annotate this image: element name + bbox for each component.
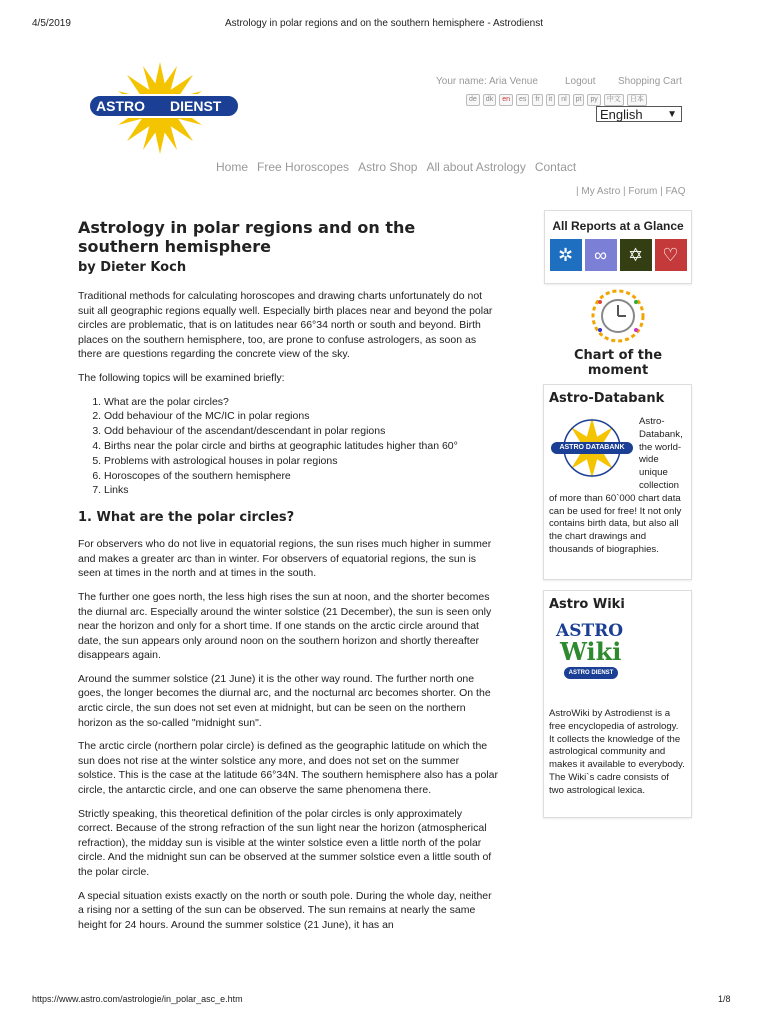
lang-fr[interactable]: fr (532, 94, 542, 106)
nav-home[interactable]: Home (216, 160, 249, 174)
astro-databank-logo[interactable] (549, 416, 635, 480)
article-author: by Dieter Koch (78, 260, 187, 275)
astro-wiki-box (543, 590, 692, 818)
topics-intro: The following topics will be examined briefly: (78, 371, 285, 384)
paragraph: A special situation exists exactly on the north or south pole. During the whole day, neither a rising nor a setting of the sun can be observed. The sun remains at nearly the same height for 24 hours. Around the summer solstice (21 June), it has an (78, 889, 492, 931)
lang-zh[interactable]: 中文 (604, 94, 624, 106)
print-page-number: 1/8 (718, 994, 731, 1004)
wiki-logo-top: ASTRO (556, 621, 624, 641)
topic-item[interactable]: 4. Births near the polar circle and births at geographic latitudes higher than 60° (104, 439, 498, 454)
relationship-report-icon[interactable]: ∞ (585, 239, 617, 271)
print-title: Astrology in polar regions and on the southern hemisphere - Astrodienst (225, 18, 543, 29)
article-title: Astrology in polar regions and on the southern hemisphere (78, 218, 416, 256)
language-chips (466, 94, 647, 106)
paragraph: The arctic circle (northern polar circle) is defined as the geographic latitude on which the sun does not rise at the winter solstice any more, and does not set on the summer solstice. This is the case at the latitude 66°34N. The southern hemisphere also has a polar circle, the antarctic circle, and one can observe the same phenomena there. (78, 740, 498, 797)
print-url: https://www.astro.com/astrologie/in_polar_asc_e.htm (32, 994, 243, 1004)
star-report-icon[interactable]: ✡ (620, 239, 652, 271)
topic-item[interactable]: 7. Links (104, 483, 498, 498)
astrodienst-logo[interactable] (86, 62, 242, 154)
lang-de[interactable]: de (466, 94, 480, 106)
astro-databank-text (549, 416, 686, 557)
print-date: 4/5/2019 (32, 18, 71, 29)
astro-databank-badge: ASTRO DATABANK (559, 444, 625, 451)
reports-box (544, 210, 692, 284)
language-select[interactable] (596, 106, 682, 122)
lang-dk[interactable]: dk (483, 94, 496, 106)
lang-it[interactable]: it (546, 94, 556, 106)
paragraph: Around the summer solstice (21 June) it is the other way round. The further north one goes, the longer becomes the diurnal arc, and the nocturnal arc becomes shorter. On the arctic circle, the sun does not set even at midnight, but can be seen on the northern horizon as the so-called "midnight sun". (78, 672, 491, 729)
lang-es[interactable]: es (516, 94, 529, 106)
wiki-logo-badge: ASTRO DIENST (564, 667, 618, 679)
nav-all-about-astrology[interactable]: All about Astrology (426, 160, 526, 174)
wheel-report-icon[interactable]: ✲ (550, 239, 582, 271)
logo-text-right: DIENST (170, 98, 222, 114)
lang-ru[interactable]: ру (587, 94, 600, 106)
heart-report-icon[interactable]: ♡ (655, 239, 687, 271)
logout-link[interactable]: Logout (565, 76, 596, 87)
astro-databank-title[interactable]: Astro-Databank (549, 391, 665, 406)
intro-paragraph: Traditional methods for calculating horoscopes and drawing charts unfortunately do not suit all geographic regions equally well. Especially birth places near and beyond the polar circles are problematic, that is on latitudes near 66°34 north or south and beyond. Birth places on the southern hemisphere, too, are prone to confuse astrologers, as soon as there are questions regarding the concrete view of the sky. (78, 290, 493, 361)
logo-text-left: ASTRO (96, 98, 145, 114)
topics-list (78, 395, 498, 499)
astro-databank-description: Astro-Databank, the world-wide unique collection of more than 60`000 chart data can be used for free! It not only contains birth data, but also all the chart drawings and thousands of biographies. (549, 416, 683, 555)
shopping-cart-link[interactable]: Shopping Cart (618, 76, 682, 87)
reports-title[interactable]: All Reports at a Glance (552, 219, 684, 233)
astro-wiki-logo[interactable] (556, 622, 624, 700)
user-name: Your name: Aria Venue (436, 76, 538, 87)
main-nav (216, 160, 576, 174)
language-select-value: English (600, 107, 643, 122)
nav-astro-shop[interactable]: Astro Shop (358, 160, 418, 174)
topic-item[interactable]: 6. Horoscopes of the southern hemisphere (104, 469, 498, 484)
wiki-logo-bottom: Wiki (560, 637, 622, 666)
topic-item[interactable]: 3. Odd behaviour of the ascendant/descendant in polar regions (104, 424, 498, 439)
topic-item[interactable]: 1. What are the polar circles? (104, 395, 498, 410)
paragraph: The further one goes north, the less high rises the sun at noon, and the shorter becomes the diurnal arc. Especially around the winter solstice (21 December), the sun is seen only near the horizon and only for a short time. If one stands on the arctic circle around that date, the sun appears only around noon on the southern horizon and shortly thereafter disappears again. (78, 590, 492, 662)
sub-nav-links[interactable]: | My Astro | Forum | FAQ (576, 186, 686, 197)
lang-pt[interactable]: pt (573, 94, 585, 106)
paragraph: Strictly speaking, this theoretical definition of the polar circles is only approximately correct. Because of the strong refraction of the sun light near the horizon (atmospherical refraction), the midday sun is visible at the winter solstice even a little north of the polar circle. And the midnight sun can be observed at the summer solstice even a little south of the polar circle. (78, 807, 492, 879)
paragraph: For observers who do not live in equatorial regions, the sun rises much higher in summer and makes a greater arc than in winter. For observers of equatorial regions, the sun is seen at times in the north and at times in the south. (78, 538, 492, 580)
astro-wiki-text: AstroWiki by Astrodienst is a free encyclopedia of astrology. It collects the knowledge of the astrological community and makes it available to everybody. The Wiki`s cadre consists of two astrological lexica. (549, 708, 685, 796)
lang-en[interactable]: en (499, 94, 513, 106)
chart-of-the-moment-title[interactable]: Chart of the moment (573, 348, 663, 378)
astro-databank-box (543, 384, 692, 580)
nav-free-horoscopes[interactable]: Free Horoscopes (257, 160, 350, 174)
nav-contact[interactable]: Contact (534, 160, 577, 174)
clock-zodiac-icon[interactable] (590, 288, 646, 344)
section1-heading: 1. What are the polar circles? (78, 510, 295, 526)
lang-nl[interactable]: nl (558, 94, 569, 106)
lang-ja[interactable]: 日本 (627, 94, 647, 106)
topic-item[interactable]: 2. Odd behaviour of the MC/IC in polar regions (104, 409, 498, 424)
dropdown-arrow-icon: ▼ (667, 109, 677, 120)
astro-wiki-title[interactable]: Astro Wiki (549, 597, 625, 612)
article (78, 218, 498, 941)
topic-item[interactable]: 5. Problems with astrological houses in polar regions (104, 454, 498, 469)
